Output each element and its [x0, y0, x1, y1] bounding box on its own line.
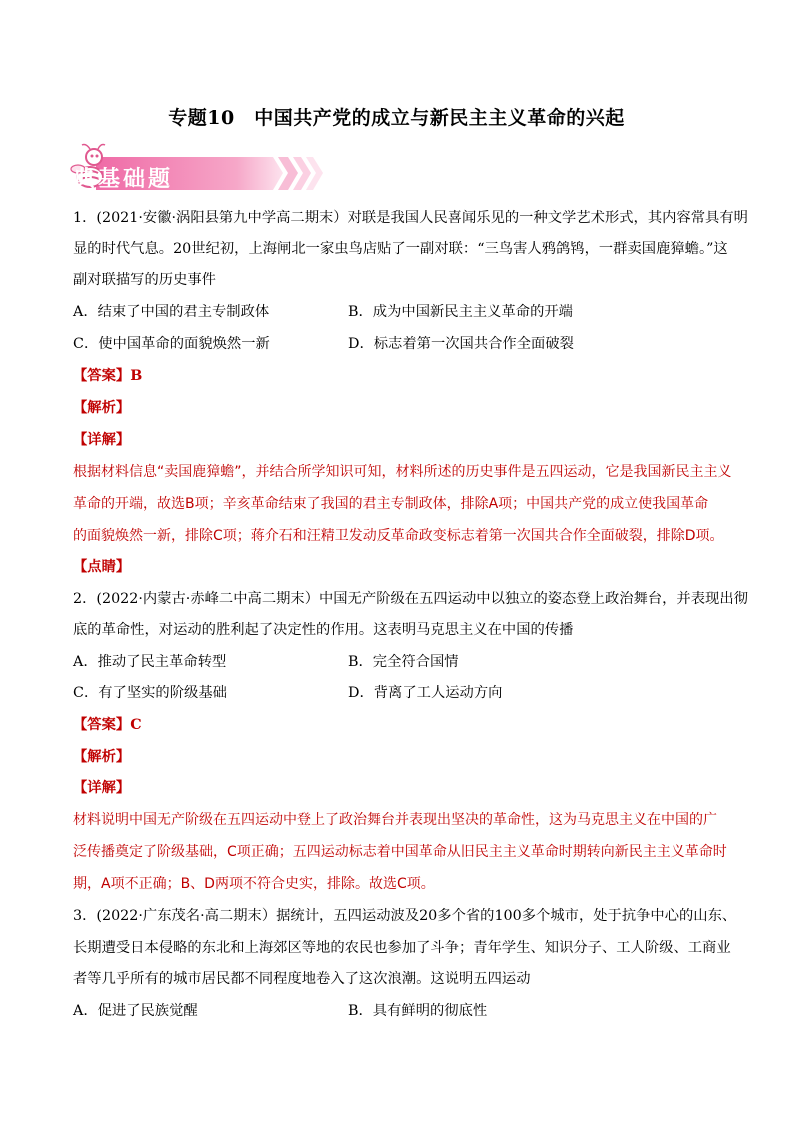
- q2-option-a: A．推动了民主革命转型: [73, 654, 227, 670]
- q2-detail-line-1: 材料说明中国无产阶级在五四运动中登上了政治舞台并表现出坚决的革命性，这为马克思主义在中国的广: [73, 812, 717, 828]
- answer-label: 【答案】: [73, 368, 131, 384]
- q1-analysis-label: 【解析】: [73, 400, 131, 416]
- q2-option-d: D．背离了工人运动方向: [348, 685, 503, 701]
- answer-label: 【答案】: [73, 717, 131, 733]
- q2-line-1: 2．(2022·内蒙古·赤峰二中高二期末）中国无产阶级在五四运动中以独立的姿态登上政治舞台，并表现出彻: [73, 591, 748, 607]
- q1-option-c: C．使中国革命的面貌焕然一新: [73, 336, 270, 352]
- q1-comment-label: 【点睛】: [73, 559, 131, 575]
- page-title: 专题10 中国共产党的成立与新民主主义革命的兴起: [168, 107, 625, 129]
- q3-option-a: A．促进了民族觉醒: [73, 1003, 198, 1019]
- q1-detail-line-2: 革命的开端，故选B项；辛亥革命结束了我国的君主专制政体，排除A项；中国共产党的成立使我国革命: [73, 496, 709, 512]
- q1-detail-line-1: 根据材料信息“卖国鹿獐蟾”，并结合所学知识可知，材料所述的历史事件是五四运动，它是我国新民主主义: [73, 464, 732, 480]
- q2-detail-line-3: 期，A项不正确；B、D两项不符合史实，排除。故选C项。: [73, 876, 435, 892]
- q2-option-b: B．完全符合国情: [348, 654, 459, 670]
- q1-line-1: 1．(2021·安徽·涡阳县第九中学高二期末）对联是我国人民喜闻乐见的一种文学艺术形式，其内容常具有明: [73, 210, 748, 226]
- answer-value: B: [130, 368, 143, 384]
- banner-label: 经典基础题: [48, 167, 174, 192]
- q1-detail-label: 【详解】: [73, 432, 131, 448]
- q3-line-2: 长期遭受日本侵略的东北和上海郊区等地的农民也参加了斗争；青年学生、知识分子、工人阶级、工商业: [73, 940, 731, 956]
- q2-detail-label: 【详解】: [73, 780, 131, 796]
- q1-answer: [73, 366, 142, 386]
- q2-option-c: C．有了坚实的阶级基础: [73, 685, 227, 701]
- q3-line-3: 者等几乎所有的城市居民都不同程度地卷入了这次浪潮。这说明五四运动: [73, 971, 531, 987]
- q1-option-d: D．标志着第一次国共合作全面破裂: [348, 336, 574, 352]
- q1-option-a: A．结束了中国的君主专制政体: [73, 304, 270, 320]
- q1-detail-line-3: 的面貌焕然一新，排除C项；蒋介石和汪精卫发动反革命政变标志着第一次国共合作全面破裂，排除D项。: [73, 528, 724, 544]
- q1-option-b: B．成为中国新民主主义革命的开端: [348, 304, 573, 320]
- q2-answer: [73, 715, 142, 735]
- q2-detail-line-2: 泛传播奠定了阶级基础，C项正确；五四运动标志着中国革命从旧民主主义革命时期转向新民主主义革命时: [73, 844, 727, 860]
- q2-line-2: 底的革命性，对运动的胜利起了决定性的作用。这表明马克思主义在中国的传播: [73, 622, 574, 638]
- q1-line-3: 副对联描写的历史事件: [73, 272, 216, 288]
- q2-analysis-label: 【解析】: [73, 749, 131, 765]
- q1-line-2: 显的时代气息。20世纪初，上海闸北一家虫鸟店贴了一副对联：“三鸟害人鸦鸽鸨，一群卖国鹿獐蟾。”这: [73, 241, 728, 257]
- q3-option-b: B．具有鲜明的彻底性: [348, 1003, 488, 1019]
- answer-value: C: [130, 717, 142, 733]
- q3-line-1: 3．(2022·广东茂名·高二期末）据统计，五四运动波及20多个省的100多个城市，处于抗争中心的山东、: [73, 908, 737, 924]
